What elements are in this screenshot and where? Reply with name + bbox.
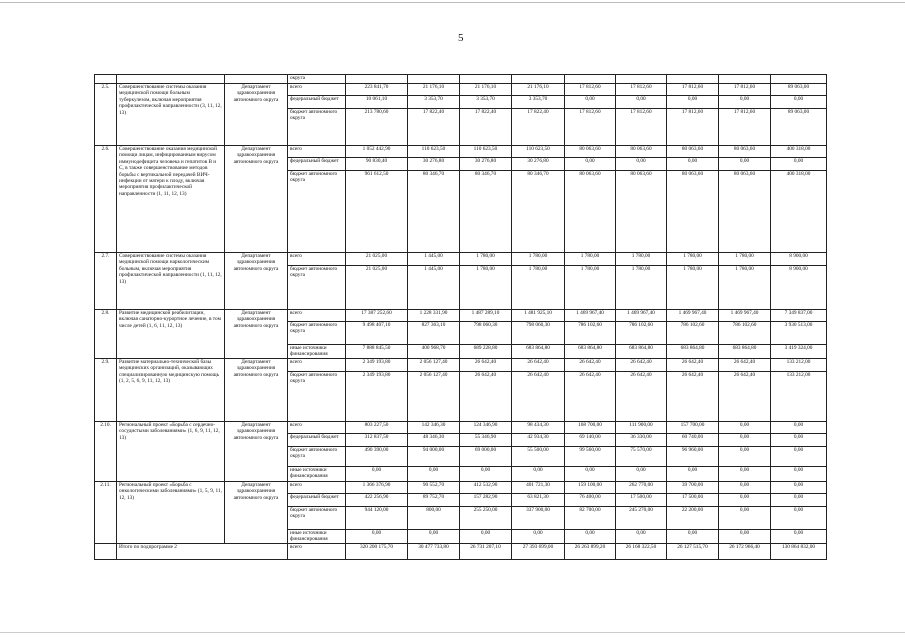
cell-empty: [771, 75, 827, 84]
value-cell: 1 780,00: [719, 266, 771, 310]
value-cell: 36 330,00: [616, 434, 667, 447]
value-cell: 39 700,00: [667, 482, 719, 494]
value-cell: 26 642,40: [565, 372, 616, 422]
value-cell: 0,00: [460, 467, 512, 482]
value-cell: 75 570,00: [616, 447, 667, 467]
value-cell: 30 276,80: [460, 158, 512, 171]
value-cell: 683 864,80: [565, 345, 616, 359]
item-executor: Департамент здравоохранения автономного округа: [225, 359, 288, 422]
value-cell: 17 822,40: [460, 109, 512, 146]
value-cell: 786 102,60: [719, 322, 771, 345]
value-cell: 0,00: [616, 158, 667, 171]
item-name: Совершенствование системы оказания медицинской помощи наркологическим больным, включая мероприятия профилактической направленности (1, 11, 12, 13): [117, 253, 225, 310]
value-cell: 9 498 407,10: [346, 322, 408, 345]
value-cell: 0,00: [719, 447, 771, 467]
value-cell: 1 469 967,40: [667, 310, 719, 322]
value-cell: 3 930 513,00: [771, 322, 827, 345]
value-cell: 17 812,60: [719, 84, 771, 96]
item-name: Развитие материально-технической базы медицинских организаций, оказывающих специализированную медицинскую помощь (1, 2, 5, 6, 9, 11, 12, 13): [117, 359, 225, 422]
value-cell: 0,00: [346, 467, 408, 482]
value-cell: 0,00: [667, 158, 719, 171]
value-cell: 21 176,10: [408, 84, 460, 96]
value-cell: 0,00: [408, 467, 460, 482]
value-cell: 17 812,60: [667, 109, 719, 146]
scan-bottom-edge: [0, 632, 905, 633]
value-cell: 60 740,00: [667, 434, 719, 447]
value-cell: 1 780,00: [616, 253, 667, 266]
value-cell: 17 500,00: [616, 494, 667, 507]
total-value: 26 731 207,10: [460, 544, 512, 560]
value-cell: 0,00: [667, 96, 719, 109]
value-cell: 80 063,60: [667, 171, 719, 253]
value-cell: 0,00: [719, 158, 771, 171]
value-cell: 0,00: [616, 467, 667, 482]
table-row: [95, 253, 827, 266]
value-cell: 21 025,00: [346, 266, 408, 310]
funding-source: бюджет автономного округа: [288, 507, 346, 530]
funding-source: иные источники финансирования: [288, 467, 346, 482]
value-cell: 786 102,60: [616, 322, 667, 345]
value-cell: 69 140,00: [565, 434, 616, 447]
value-cell: 213 780,60: [346, 109, 408, 146]
value-cell: 0,00: [719, 507, 771, 530]
funding-source: бюджет автономного округа: [288, 171, 346, 253]
funding-source: иные источники финансирования: [288, 345, 346, 359]
value-cell: 10 061,10: [346, 96, 408, 109]
table-row: [95, 310, 827, 322]
item-executor: Департамент здравоохранения автономного округа: [225, 146, 288, 253]
source-cell: округа: [288, 75, 346, 84]
cell-empty: [565, 75, 616, 84]
value-cell: 2 056 127,40: [408, 359, 460, 372]
item-name: Развитие медицинской реабилитации, включая санаторно-курортное лечение, в том числе детей (1, 6, 11, 12, 13): [117, 310, 225, 359]
value-cell: 786 102,60: [667, 322, 719, 345]
item-number: 2.7.: [95, 253, 117, 310]
total-value: 130 864 832,00: [771, 544, 827, 560]
value-cell: 2 349 193,80: [346, 359, 408, 372]
value-cell: 17 812,60: [719, 109, 771, 146]
value-cell: 2 056 127,40: [408, 372, 460, 422]
value-cell: 8 900,00: [771, 253, 827, 266]
value-cell: 90 552,70: [408, 482, 460, 494]
value-cell: 26 642,40: [512, 372, 565, 422]
value-cell: 17 822,40: [408, 109, 460, 146]
value-cell: 17 812,60: [616, 84, 667, 96]
value-cell: 17 812,60: [565, 84, 616, 96]
value-cell: 110 623,50: [408, 146, 460, 158]
cell-empty: [346, 75, 408, 84]
value-cell: 7 349 837,00: [771, 310, 827, 322]
item-number: 2.8.: [95, 310, 117, 359]
value-cell: 683 864,80: [667, 345, 719, 359]
funding-source: бюджет автономного округа: [288, 109, 346, 146]
cell-empty: [408, 75, 460, 84]
value-cell: 1 780,00: [512, 253, 565, 266]
value-cell: 7 888 845,50: [346, 345, 408, 359]
value-cell: 798 060,30: [460, 322, 512, 345]
value-cell: 21 176,10: [512, 84, 565, 96]
funding-source: всего: [288, 482, 346, 494]
total-value: 320 200 175,70: [346, 544, 408, 560]
value-cell: 0,00: [616, 96, 667, 109]
value-cell: 0,00: [667, 530, 719, 544]
value-cell: 400 968,70: [408, 345, 460, 359]
value-cell: 157 282,90: [460, 494, 512, 507]
item-number: 2.6.: [95, 146, 117, 253]
item-name: Региональный проект «Борьба с онкологическими заболеваниями» (1, 5, 9, 11, 12, 13): [117, 482, 225, 544]
value-cell: 30 276,80: [512, 158, 565, 171]
value-cell: 0,00: [771, 482, 827, 494]
value-cell: 1 228 331,90: [408, 310, 460, 322]
value-cell: 26 642,40: [460, 372, 512, 422]
value-cell: 133 212,00: [771, 372, 827, 422]
item-executor: Департамент здравоохранения автономного округа: [225, 253, 288, 310]
value-cell: 17 812,60: [565, 109, 616, 146]
page-number: 5: [458, 32, 464, 44]
value-cell: 400 318,00: [771, 146, 827, 158]
value-cell: 99 560,00: [565, 447, 616, 467]
value-cell: 133 212,00: [771, 359, 827, 372]
value-cell: 0,00: [667, 467, 719, 482]
value-cell: 80 063,60: [565, 171, 616, 253]
value-cell: 683 864,80: [616, 345, 667, 359]
value-cell: 337 900,00: [512, 507, 565, 530]
value-cell: 48 346,30: [408, 434, 460, 447]
value-cell: 1 445,00: [408, 266, 460, 310]
value-cell: 55 346,90: [460, 434, 512, 447]
value-cell: 3 353,70: [512, 96, 565, 109]
value-cell: 94 000,00: [408, 447, 460, 467]
value-cell: 0,00: [719, 467, 771, 482]
total-source: всего: [288, 544, 346, 560]
value-cell: 26 642,40: [667, 359, 719, 372]
value-cell: 1 780,00: [616, 266, 667, 310]
value-cell: 1 780,00: [460, 266, 512, 310]
funding-source: бюджет автономного округа: [288, 266, 346, 310]
value-cell: 0,00: [565, 158, 616, 171]
value-cell: 26 642,40: [512, 359, 565, 372]
total-label: Итого по подпрограмме 2: [117, 544, 288, 560]
value-cell: 0,00: [719, 434, 771, 447]
value-cell: 0,00: [616, 530, 667, 544]
value-cell: 944 120,00: [346, 507, 408, 530]
value-cell: 0,00: [346, 530, 408, 544]
value-cell: 26 642,40: [667, 372, 719, 422]
funding-source: федеральный бюджет: [288, 96, 346, 109]
value-cell: 0,00: [719, 494, 771, 507]
funding-source: бюджет автономного округа: [288, 447, 346, 467]
value-cell: 3 353,70: [408, 96, 460, 109]
item-executor: Департамент здравоохранения автономного округа: [225, 422, 288, 482]
funding-source: всего: [288, 253, 346, 266]
total-value: 27 393 699,00: [512, 544, 565, 560]
total-value: 30 477 733,80: [408, 544, 460, 560]
value-cell: 80 063,60: [719, 146, 771, 158]
value-cell: 0,00: [512, 467, 565, 482]
value-cell: 26 642,40: [719, 372, 771, 422]
value-cell: 0,00: [771, 507, 827, 530]
value-cell: 142 346,30: [408, 422, 460, 434]
value-cell: 798 060,30: [512, 322, 565, 345]
item-executor: Департамент здравоохранения автономного округа: [225, 84, 288, 146]
value-cell: 3 353,70: [460, 96, 512, 109]
cell-empty: [616, 75, 667, 84]
value-cell: 223 841,70: [346, 84, 408, 96]
item-number: 2.11.: [95, 482, 117, 544]
value-cell: 262 770,00: [616, 482, 667, 494]
value-cell: 89 063,00: [771, 84, 827, 96]
funding-source: иные источники финансирования: [288, 530, 346, 544]
value-cell: 400 318,00: [771, 171, 827, 253]
value-cell: 42 934,30: [512, 434, 565, 447]
value-cell: 157 700,00: [667, 422, 719, 434]
value-cell: 1 780,00: [719, 253, 771, 266]
budget-table: [94, 74, 827, 560]
value-cell: 21 025,00: [346, 253, 408, 266]
cell-empty: [667, 75, 719, 84]
table-row: [95, 422, 827, 434]
value-cell: 0,00: [771, 467, 827, 482]
value-cell: 0,00: [408, 530, 460, 544]
value-cell: 490 390,00: [346, 447, 408, 467]
value-cell: 1 780,00: [565, 253, 616, 266]
value-cell: 786 102,60: [565, 322, 616, 345]
value-cell: 683 864,80: [719, 345, 771, 359]
value-cell: 80 346,70: [460, 171, 512, 253]
value-cell: 0,00: [719, 422, 771, 434]
value-cell: 827 363,10: [408, 322, 460, 345]
value-cell: 1 469 967,40: [719, 310, 771, 322]
value-cell: 1 052 442,90: [346, 146, 408, 158]
value-cell: 961 612,50: [346, 171, 408, 253]
value-cell: 689 228,80: [460, 345, 512, 359]
value-cell: 21 176,10: [460, 84, 512, 96]
value-cell: 2 349 193,80: [346, 372, 408, 422]
funding-source: федеральный бюджет: [288, 158, 346, 171]
scan-top-edge: [0, 2, 905, 3]
value-cell: 0,00: [460, 530, 512, 544]
table-row: [95, 84, 827, 96]
value-cell: 17 822,40: [512, 109, 565, 146]
value-cell: 96 960,00: [667, 447, 719, 467]
value-cell: 1 780,00: [565, 266, 616, 310]
total-value: 26 127 515,70: [667, 544, 719, 560]
value-cell: 17 812,60: [667, 84, 719, 96]
value-cell: 26 642,40: [565, 359, 616, 372]
value-cell: 3 419 324,00: [771, 345, 827, 359]
total-row: [95, 544, 827, 560]
table-row: [95, 146, 827, 158]
value-cell: 0,00: [771, 530, 827, 544]
value-cell: 1 780,00: [512, 266, 565, 310]
value-cell: 111 900,00: [616, 422, 667, 434]
value-cell: 17 387 252,60: [346, 310, 408, 322]
value-cell: 1 445,00: [408, 253, 460, 266]
value-cell: 26 642,40: [616, 359, 667, 372]
value-cell: 80 063,60: [565, 146, 616, 158]
value-cell: 110 623,50: [512, 146, 565, 158]
value-cell: 8 900,00: [771, 266, 827, 310]
item-name: Совершенствование системы оказания медицинской помощи больным туберкулезом, включая мероприятия профилактической направленности (3, 11, 12, 13): [117, 84, 225, 146]
value-cell: 0,00: [771, 422, 827, 434]
value-cell: 80 063,60: [616, 146, 667, 158]
value-cell: 0,00: [719, 482, 771, 494]
funding-source: бюджет автономного округа: [288, 322, 346, 345]
value-cell: 80 346,70: [408, 171, 460, 253]
value-cell: 0,00: [565, 530, 616, 544]
value-cell: 312 837,50: [346, 434, 408, 447]
total-value: 26 168 322,50: [616, 544, 667, 560]
value-cell: 0,00: [771, 447, 827, 467]
cell-empty: [95, 75, 117, 84]
funding-source: всего: [288, 146, 346, 158]
value-cell: 803 227,50: [346, 422, 408, 434]
value-cell: 63 821,30: [512, 494, 565, 507]
value-cell: 1 469 967,40: [616, 310, 667, 322]
value-cell: 1 780,00: [667, 253, 719, 266]
value-cell: 1 481 925,10: [512, 310, 565, 322]
value-cell: 110 623,50: [460, 146, 512, 158]
value-cell: 1 780,00: [460, 253, 512, 266]
cell-empty: [95, 544, 117, 560]
value-cell: 0,00: [565, 96, 616, 109]
value-cell: 412 532,90: [460, 482, 512, 494]
value-cell: 1 487 289,10: [460, 310, 512, 322]
total-value: 26 263 899,20: [565, 544, 616, 560]
item-executor: Департамент здравоохранения автономного округа: [225, 482, 288, 544]
cell-empty: [460, 75, 512, 84]
value-cell: 80 063,60: [667, 146, 719, 158]
value-cell: 683 864,80: [512, 345, 565, 359]
item-number: 2.10.: [95, 422, 117, 482]
value-cell: 17 812,60: [616, 109, 667, 146]
value-cell: 422 256,90: [346, 494, 408, 507]
value-cell: 80 063,60: [616, 171, 667, 253]
funding-source: федеральный бюджет: [288, 434, 346, 447]
value-cell: 22 200,00: [667, 507, 719, 530]
value-cell: 55 500,00: [512, 447, 565, 467]
funding-source: всего: [288, 310, 346, 322]
value-cell: 26 642,40: [719, 359, 771, 372]
funding-source: всего: [288, 359, 346, 372]
value-cell: 1 366 376,90: [346, 482, 408, 494]
funding-source: всего: [288, 422, 346, 434]
value-cell: 800,00: [408, 507, 460, 530]
value-cell: 82 700,00: [565, 507, 616, 530]
funding-source: федеральный бюджет: [288, 494, 346, 507]
value-cell: 0,00: [512, 530, 565, 544]
item-number: 2.9.: [95, 359, 117, 422]
value-cell: 26 642,40: [460, 359, 512, 372]
value-cell: 30 276,80: [408, 158, 460, 171]
value-cell: 89 063,00: [771, 109, 827, 146]
value-cell: 0,00: [719, 96, 771, 109]
value-cell: 255 250,00: [460, 507, 512, 530]
cell-empty: [512, 75, 565, 84]
item-number: 2.5.: [95, 84, 117, 146]
total-value: 26 172 966,40: [719, 544, 771, 560]
value-cell: 17 500,00: [667, 494, 719, 507]
value-cell: 1 469 967,40: [565, 310, 616, 322]
value-cell: 80 063,60: [719, 171, 771, 253]
value-cell: 90 830,40: [346, 158, 408, 171]
cell-empty: [225, 75, 288, 84]
value-cell: 1 780,00: [667, 266, 719, 310]
item-executor: Департамент здравоохранения автономного округа: [225, 310, 288, 359]
continuation-row: [95, 75, 827, 84]
value-cell: 245 270,00: [616, 507, 667, 530]
item-name: Совершенствование оказания медицинской помощи лицам, инфицированным вирусом иммунодефицита человека и гепатитов В и С, в также совершенствование методов борьбы с вертикальной передачей ВИЧ-инфекции от матери к плоду, включая мероприятия профилактической направленности (1, 11, 12, 13): [117, 146, 225, 253]
table-row: [95, 482, 827, 494]
funding-source: бюджет автономного округа: [288, 372, 346, 422]
value-cell: 0,00: [771, 96, 827, 109]
value-cell: 89 752,70: [408, 494, 460, 507]
item-name: Региональный проект «Борьба с сердечно-сосудистыми заболеваниями» (1, 6, 9, 11, 12, 13): [117, 422, 225, 482]
value-cell: 124 346,90: [460, 422, 512, 434]
value-cell: 0,00: [771, 158, 827, 171]
value-cell: 76 400,00: [565, 494, 616, 507]
value-cell: 401 721,30: [512, 482, 565, 494]
value-cell: 0,00: [771, 434, 827, 447]
value-cell: 69 000,00: [460, 447, 512, 467]
cell-empty: [117, 75, 225, 84]
value-cell: 159 100,00: [565, 482, 616, 494]
value-cell: 98 434,30: [512, 422, 565, 434]
value-cell: 0,00: [771, 494, 827, 507]
value-cell: 0,00: [719, 530, 771, 544]
value-cell: 0,00: [565, 467, 616, 482]
value-cell: 168 700,00: [565, 422, 616, 434]
table-row: [95, 359, 827, 372]
funding-source: всего: [288, 84, 346, 96]
value-cell: 26 642,40: [616, 372, 667, 422]
value-cell: 80 346,70: [512, 171, 565, 253]
cell-empty: [719, 75, 771, 84]
